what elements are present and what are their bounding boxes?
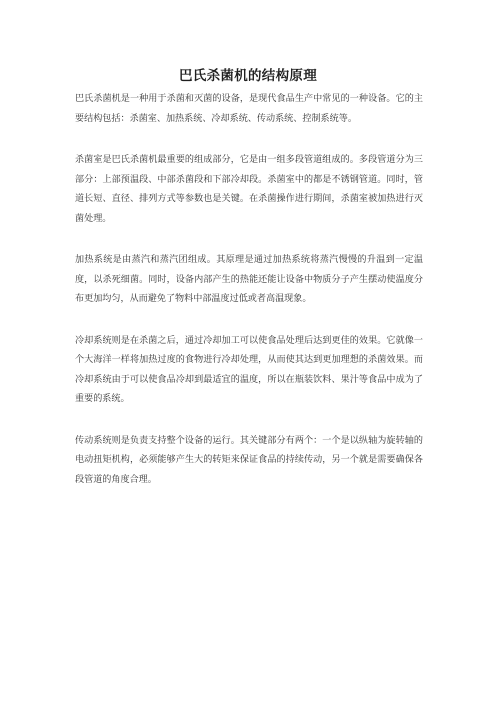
- paragraph-sterilization-chamber: 杀菌室是巴氏杀菌机最重要的组成部分，它是由一组多段管道组成的。多段管道分为三部分：上部预温段、中部杀菌段和下部冷却段。杀菌室中的都是不锈钢管道。同时，管道长短、直径、排列方式等参数也是关键。在杀菌操作进行期间，杀菌室被加热进行灭菌处理。: [75, 155, 423, 224]
- document-body: [75, 90, 423, 512]
- document-title: 巴氏杀菌机的结构原理: [179, 68, 317, 84]
- paragraph-heating-system: 加热系统是由蒸汽和蒸汽团组成。其原理是通过加热系统将蒸汽慢慢的升温到一定温度，以杀死细菌。同时，设备内部产生的热能还能让设备中物质分子产生摆动使温度分布更加均匀，从而避免了物料中部温度过低或者高温现象。: [75, 255, 423, 304]
- paragraph-cooling-system: 冷却系统则是在杀菌之后，通过冷却加工可以使食品处理后达到更佳的效果。它就像一个大海洋一样将加热过度的食物进行冷却处理，从而使其达到更加理想的杀菌效果。而冷却系统由于可以使食品冷却到最适宜的温度，所以在瓶装饮料、果汁等食品中成为了重要的系统。: [75, 335, 423, 404]
- paragraph-transmission-system: 传动系统则是负责支持整个设备的运行。其关键部分有两个：一个是以纵轴为旋转轴的电动扭矩机构，必须能够产生大的转矩来保证食品的持续传动，另一个就是需要确保各段管道的角度合理。: [75, 435, 423, 485]
- paragraph-intro: 巴氏杀菌机是一种用于杀菌和灭菌的设备，是现代食品生产中常见的一种设备。它的主要结构包括：杀菌室、加热系统、冷却系统、传动系统、控制系统等。: [75, 94, 423, 124]
